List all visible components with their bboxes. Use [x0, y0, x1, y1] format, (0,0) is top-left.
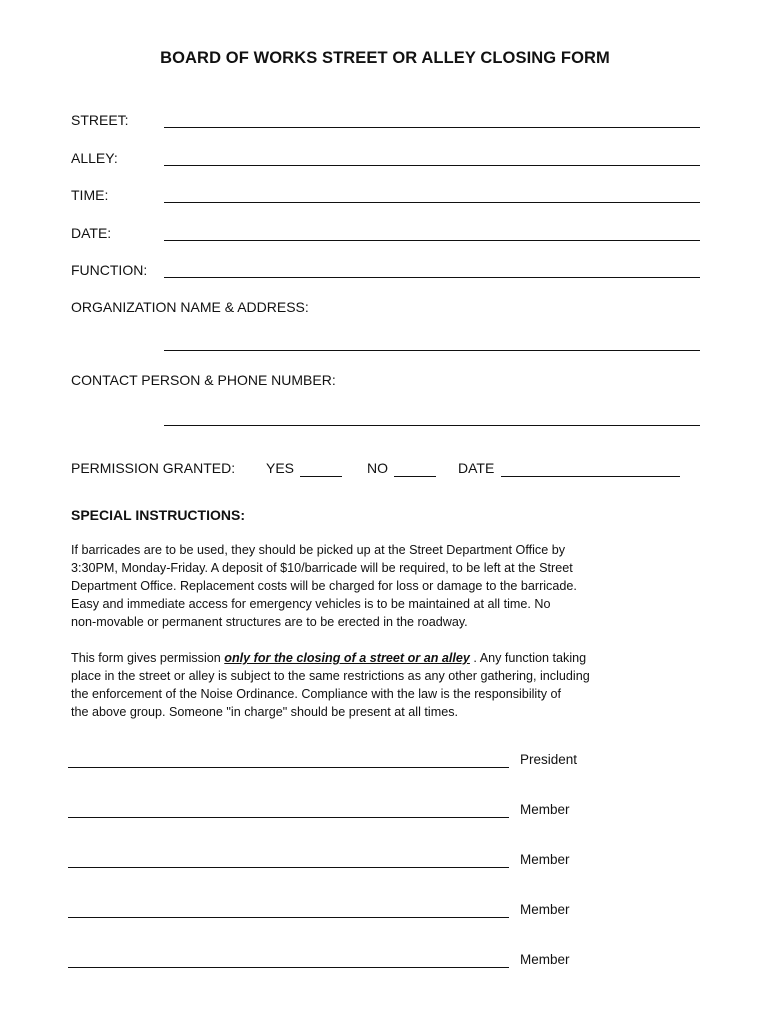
instructions-line: 3:30PM, Monday-Friday. A deposit of $10/barricade will be required, to be left at the Street	[71, 561, 573, 575]
function-label: FUNCTION:	[71, 262, 148, 278]
member-label-2: Member	[520, 852, 570, 867]
instructions-line: Easy and immediate access for emergency vehicles is to be maintained at all time. No	[71, 597, 551, 611]
permission-yes-label: YES	[266, 460, 295, 476]
permission-no-blank[interactable]	[394, 476, 436, 477]
permission-date-blank[interactable]	[501, 476, 680, 477]
organization-label: ORGANIZATION NAME & ADDRESS:	[71, 299, 309, 315]
instructions-line: the above group. Someone "in charge" should be present at all times.	[71, 705, 458, 719]
special-instructions-heading: SPECIAL INSTRUCTIONS:	[71, 507, 245, 523]
member-signature-line-2[interactable]	[68, 867, 509, 868]
president-signature-line[interactable]	[68, 767, 509, 768]
member-label-4: Member	[520, 952, 570, 967]
contact-line[interactable]	[164, 425, 700, 426]
date-label: DATE:	[71, 225, 112, 241]
street-line[interactable]	[164, 127, 700, 128]
permission-emphasis: only for the closing of a street or an alley	[224, 651, 470, 665]
permission-text-end: . Any function taking	[469, 651, 587, 665]
permission-no-label: NO	[367, 460, 388, 476]
alley-line[interactable]	[164, 165, 700, 166]
instructions-line	[71, 649, 671, 667]
member-label-3: Member	[520, 902, 570, 917]
permission-text-start: This form gives permission	[71, 651, 225, 665]
instructions-line: Department Office. Replacement costs will be charged for loss or damage to the barricade.	[71, 579, 577, 593]
instructions-line: the enforcement of the Noise Ordinance. Compliance with the law is the responsibility of	[71, 687, 562, 701]
instructions-line: place in the street or alley is subject to the same restrictions as any other gathering, including	[71, 669, 590, 683]
member-signature-line-4[interactable]	[68, 967, 509, 968]
instructions-line: If barricades are to be used, they should be picked up at the Street Department Office by	[71, 543, 566, 557]
member-signature-line-3[interactable]	[68, 917, 509, 918]
organization-line[interactable]	[164, 350, 700, 351]
form-title: BOARD OF WORKS STREET OR ALLEY CLOSING FORM	[160, 49, 610, 67]
time-line[interactable]	[164, 202, 700, 203]
alley-label: ALLEY:	[71, 150, 118, 166]
instructions-paragraph-2	[71, 649, 671, 721]
member-label-1: Member	[520, 802, 570, 817]
permission-yes-blank[interactable]	[300, 476, 342, 477]
president-label: President	[520, 752, 578, 767]
member-signature-line-1[interactable]	[68, 817, 509, 818]
instructions-paragraph-1	[71, 541, 671, 631]
instructions-line: non-movable or permanent structures are to be erected in the roadway.	[71, 615, 468, 629]
street-label: STREET:	[71, 112, 129, 128]
contact-label: CONTACT PERSON & PHONE NUMBER:	[71, 372, 336, 388]
permission-label: PERMISSION GRANTED:	[71, 460, 236, 476]
date-line[interactable]	[164, 240, 700, 241]
time-label: TIME:	[71, 187, 109, 203]
permission-date-label: DATE	[458, 460, 495, 476]
function-line[interactable]	[164, 277, 700, 278]
